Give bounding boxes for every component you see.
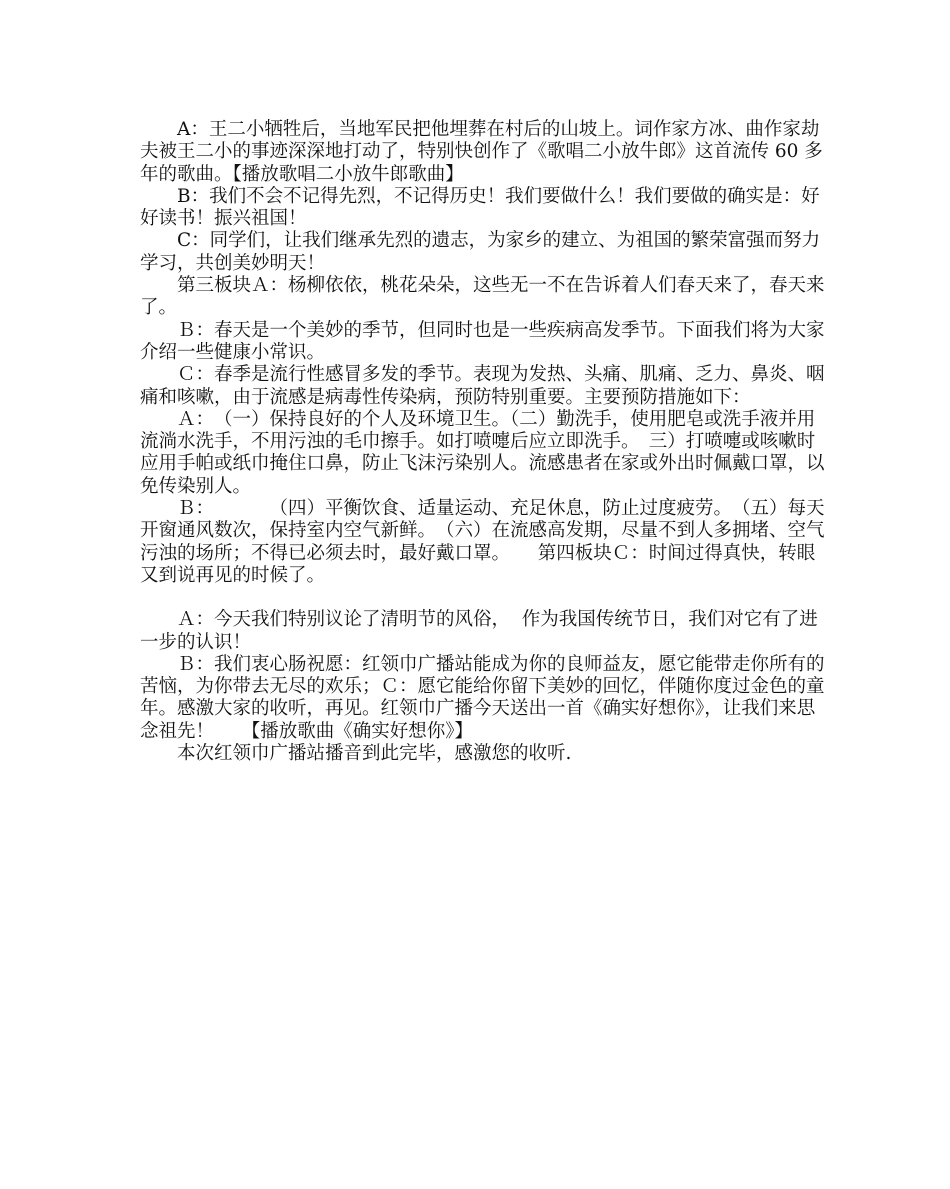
paragraph-a-wang-erxiao: A：王二小牺牲后，当地军民把他埋葬在村后的山坡上。词作家方冰、曲作家劫夫被王二小的事迹深深地打动了，特别快创作了《歌唱二小放牛郎》这首流传 60 多年的歌曲。【播放歌唱二小放牛郎歌曲】 [140, 119, 823, 185]
paragraph-closing: 本次红领巾广播站播音到此完毕，感激您的收听. [177, 743, 572, 765]
paragraph-b-spring-health: Ｂ：春天是一个美妙的季节，但同时也是一些疾病高发季节。下面我们将为大家介绍一些健康小常识。 [140, 319, 825, 363]
paragraph-c-inherit-will: C：同学们，让我们继承先烈的遗志，为家乡的建立、为祖国的繁荣富强而努力学习，共创美妙明天！ [140, 230, 821, 274]
paragraph-a-prevention-measures: Ａ： （一）保持良好的个人及环境卫生。（二）勤洗手，使用肥皂或洗手液并用流淌水洗手，不用污浊的毛巾擦手。如打喷嚏后应立即洗手。 三）打喷嚏或咳嗽时应用手帕或纸巾掩住口鼻，防止飞沫污染别人。流感患者在家或外出时佩戴口罩，以免传染别人。 [140, 408, 825, 497]
paragraph-c-influenza: Ｃ：春季是流行性感冒多发的季节。表现为发热、头痛、肌痛、乏力、鼻炎、咽痛和咳嗽，由于流感是病毒性传染病，预防特别重要。主要预防措施如下： [140, 364, 825, 408]
paragraph-b-remember-martyrs: B：我们不会不记得先烈，不记得历史！我们要做什么！我们要做的确实是：好好读书！振兴祖国！ [140, 185, 820, 230]
paragraph-section-three-a: 第三板块Ａ：杨柳依依，桃花朵朵，这些无一不在告诉着人们春天来了，春天来了。 [140, 275, 825, 319]
paragraph-a-qingming: Ａ：今天我们特别议论了清明节的风俗， 作为我国传统节日，我们对它有了进一步的认识！ [140, 609, 818, 653]
paragraph-b-wishes: Ｂ：我们衷心肠祝愿：红领巾广播站能成为你的良师益友，愿它能带走你所有的苦恼，为你带去无尽的欢乐；Ｃ：愿它能给你留下美妙的回忆，伴随你度过金色的童年。感激大家的收听，再见。红领巾广播今天送出一首《确实好想你》，让我们来思念祖先！ 【播放歌曲《确实好想你》】 [140, 653, 825, 742]
document-body [140, 119, 830, 765]
paragraph-b-prevention-more: Ｂ： （四）平衡饮食、适量运动、充足休息，防止过度疲劳。 （五）每天开窗通风数次，保持室内空气新鲜。 （六）在流感高发期，尽量不到人多拥堵、空气污浊的场所；不得已必须去时，最好戴口罩。 第四板块Ｃ：时间过得真快，转眼又到说再见的时候了。 [140, 498, 825, 586]
paragraph-gap [140, 587, 830, 609]
